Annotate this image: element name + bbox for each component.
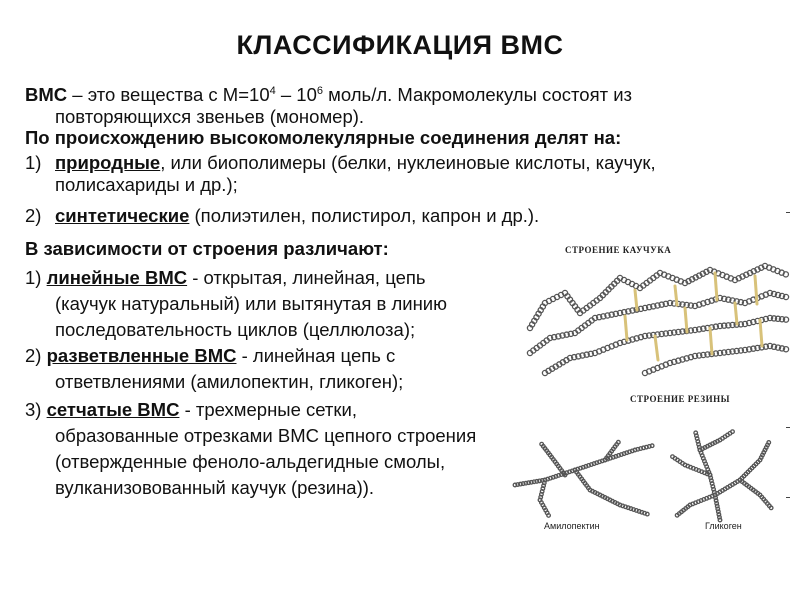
intro-text-b: – 10: [275, 84, 317, 106]
intro-text-c: моль/л. Макромолекулы состоят из: [323, 84, 633, 106]
origin-item-1: [25, 152, 656, 196]
glycogen-bead: [694, 431, 698, 435]
origin-item-2: [25, 205, 539, 227]
edge-mark: [786, 427, 790, 428]
glycogen-illustration: [665, 425, 775, 525]
structure-item-3-num: 3): [25, 399, 47, 420]
crosslink-bridge: [625, 316, 627, 340]
glycogen-bead: [767, 441, 771, 445]
amylopectin-bead: [540, 442, 544, 446]
origin-item-1-text: , или биополимеры (белки, нуклеиновые кислоты, каучук,: [160, 152, 656, 173]
crosslink-bridge: [760, 320, 762, 346]
intro-exp-b: 6: [316, 85, 324, 97]
caption-rubber-structure: СТРОЕНИЕ КАУЧУКА: [565, 245, 672, 255]
glycogen-bead: [671, 455, 675, 459]
rubber-chains: [527, 263, 788, 375]
caption-glycogen: Гликоген: [705, 521, 742, 531]
structure-item-2-line2: ответвлениями (амилопектин, гликоген);: [55, 371, 404, 392]
structure-heading: В зависимости от строения различают:: [25, 238, 389, 259]
caption-amylopectin: Амилопектин: [544, 521, 600, 531]
amylopectin-bead: [547, 514, 551, 518]
structure-item-2: [25, 343, 403, 395]
structure-item-1-text: - открытая, линейная, цепь: [187, 267, 426, 288]
glycogen-bead: [769, 506, 773, 510]
origin-item-2-term: синтетические: [55, 205, 190, 226]
edge-mark: [786, 212, 790, 213]
intro-exp-a: 4: [269, 85, 276, 97]
amylopectin-illustration: [510, 430, 660, 525]
intro-term: ВМС: [25, 84, 68, 106]
glycogen-bead: [675, 513, 679, 517]
crosslink-bridge: [655, 336, 658, 360]
crosslink-bridge: [675, 286, 677, 305]
structure-item-3-line4: вулканизовованный каучук (резина)).: [55, 477, 375, 498]
crosslink-bridge: [715, 273, 717, 300]
amylopectin-bead: [650, 444, 654, 448]
origin-heading: По происхождению высокомолекулярные соединения делят на:: [25, 127, 622, 148]
origin-item-2-num: 2): [25, 205, 42, 226]
origin-item-1-term: природные: [55, 152, 161, 173]
structure-item-3-line3: (отвержденные феноло-альдегидные смолы,: [55, 451, 446, 472]
structure-item-2-term: разветвленные ВМС: [46, 345, 237, 366]
rubber-structure-illustration: [525, 258, 795, 378]
origin-item-2-text: (полиэтилен, полистирол, капрон и др.).: [189, 205, 540, 226]
amylopectin-bead: [645, 512, 649, 516]
origin-item-1-num: 1): [25, 152, 42, 173]
structure-item-3: [25, 397, 476, 501]
structure-item-3-text: - трехмерные сетки,: [179, 399, 357, 420]
structure-item-2-text: - линейная цепь с: [236, 345, 396, 366]
crosslink-bridge: [755, 276, 757, 304]
caption-resin-structure: СТРОЕНИЕ РЕЗИНЫ: [630, 394, 730, 404]
structure-item-3-term: сетчатые ВМС: [46, 399, 180, 420]
page-title: КЛАССИФИКАЦИЯ ВМС: [236, 30, 564, 60]
origin-item-1-line2: полисахариды и др.);: [55, 174, 238, 195]
structure-item-1-term: линейные ВМС: [46, 267, 188, 288]
crosslink-bridge: [735, 303, 737, 324]
edge-mark: [786, 497, 790, 498]
structure-item-1-line3: последовательность циклов (целлюлоза);: [55, 319, 416, 340]
structure-item-1: [25, 265, 447, 343]
glycogen-bead: [731, 430, 735, 434]
intro-line2: повторяющихся звеньев (мономер).: [55, 106, 365, 128]
crosslink-bridge: [685, 308, 687, 332]
structure-item-1-line2: (каучук натуральный) или вытянутая в линию: [55, 293, 448, 314]
structure-item-2-num: 2): [25, 345, 47, 366]
structure-item-1-num: 1): [25, 267, 47, 288]
crosslink-bridge: [635, 290, 637, 310]
structure-item-3-line2: образованные отрезками ВМС цепного строения: [55, 425, 477, 446]
amylopectin-bead: [617, 440, 621, 444]
crosslink-bridge: [710, 328, 712, 354]
intro-paragraph: [25, 80, 632, 128]
intro-text-a: – это вещества с М=10: [67, 84, 270, 106]
